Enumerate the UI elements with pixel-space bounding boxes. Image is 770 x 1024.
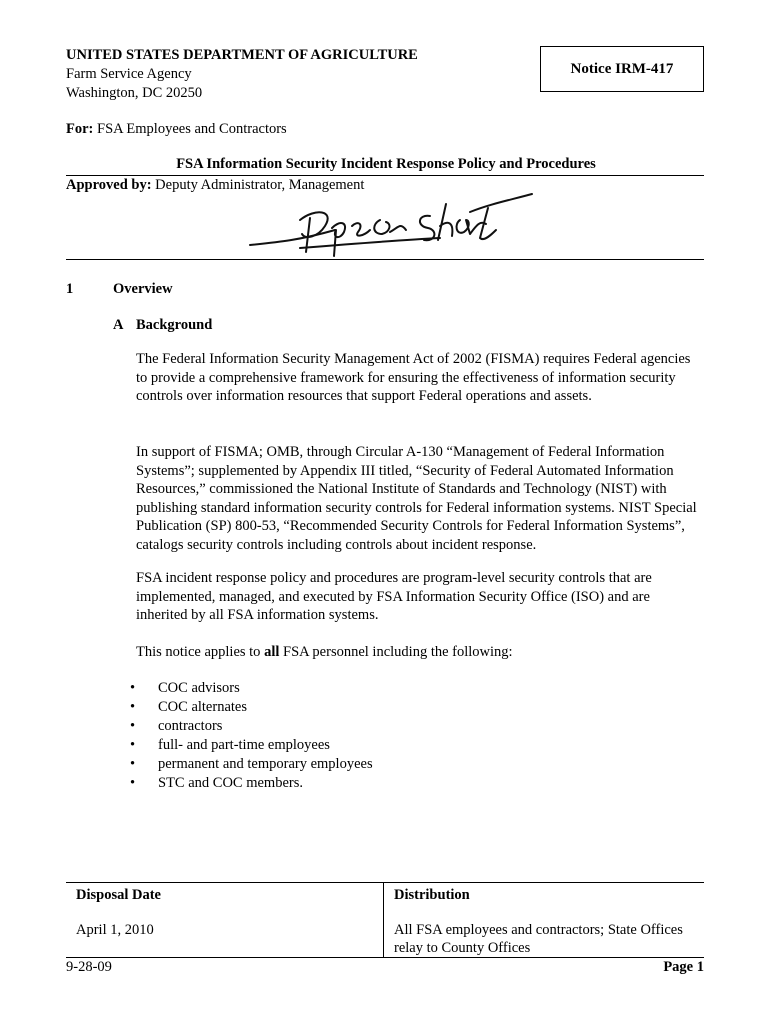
department-name: UNITED STATES DEPARTMENT OF AGRICULTURE	[66, 47, 418, 63]
agency-location: Washington, DC 20250	[66, 85, 203, 101]
disposal-distribution-table	[66, 882, 704, 958]
list-item: • STC and COC members.	[130, 774, 373, 793]
paragraph-policy: FSA incident response policy and procedures are program-level security controls that are implemented, managed, and executed by FSA Information Security Office (ISO) and are inherited by all FSA information systems.	[136, 570, 652, 623]
personnel-list	[130, 679, 373, 793]
subsection-letter: A	[113, 317, 124, 333]
list-item: • full- and part-time employees	[130, 736, 373, 755]
distribution-column	[384, 883, 704, 957]
distribution-value: All FSA employees and contractors; State Offices relay to County Offices	[394, 922, 683, 956]
section-title: Overview	[113, 281, 173, 297]
list-item: • COC alternates	[130, 698, 373, 717]
applies-emphasis: all	[264, 644, 280, 660]
approved-value: Deputy Administrator, Management	[155, 177, 365, 193]
footer-date: 9-28-09	[66, 959, 112, 975]
section-number: 1	[66, 281, 74, 297]
disposal-date-label: Disposal Date	[76, 887, 161, 903]
page-number: Page 1	[663, 959, 704, 975]
paragraph-omb: In support of FISMA; OMB, through Circular A-130 “Management of Federal Information Systems”; supplemented by Appendix III titled, “Security of Federal Automated Information Resources,” commissioned the National Institute of Standards and Technology (NIST) with publishing standard information security controls for Federal information systems. NIST Special Publication (SP) 800-53, “Recommended Security Controls for Federal Information Systems”, catalogs security controls including controls about incident response.	[136, 444, 697, 553]
list-item: • permanent and temporary employees	[130, 755, 373, 774]
document-title: FSA Information Security Incident Response Policy and Procedures	[176, 156, 596, 172]
applies-suffix: FSA personnel including the following:	[279, 644, 513, 660]
list-item: • COC advisors	[130, 679, 373, 698]
applies-prefix: This notice applies to	[136, 644, 265, 660]
signature-image	[240, 190, 540, 260]
paragraph-fisma: The Federal Information Security Management Act of 2002 (FISMA) requires Federal agencies to provide a comprehensive framework for ensuring the effectiveness of information security controls over information resources that support Federal operations and assets.	[136, 351, 691, 404]
notice-number: Notice IRM-417	[570, 60, 674, 77]
list-item: • contractors	[130, 717, 373, 736]
notice-number-box	[540, 46, 704, 92]
title-divider	[66, 175, 704, 176]
signature-divider	[66, 259, 704, 260]
paragraph-applies	[136, 643, 704, 662]
approved-label: Approved by:	[66, 177, 152, 193]
subsection-title: Background	[136, 317, 213, 333]
disposal-column	[66, 883, 384, 957]
distribution-label: Distribution	[394, 887, 470, 903]
agency-name: Farm Service Agency	[66, 66, 192, 82]
audience-value: FSA Employees and Contractors	[97, 121, 287, 137]
audience-label: For:	[66, 121, 94, 137]
agency-header	[66, 46, 418, 103]
disposal-date-value: April 1, 2010	[76, 922, 154, 938]
audience-line	[66, 121, 287, 138]
